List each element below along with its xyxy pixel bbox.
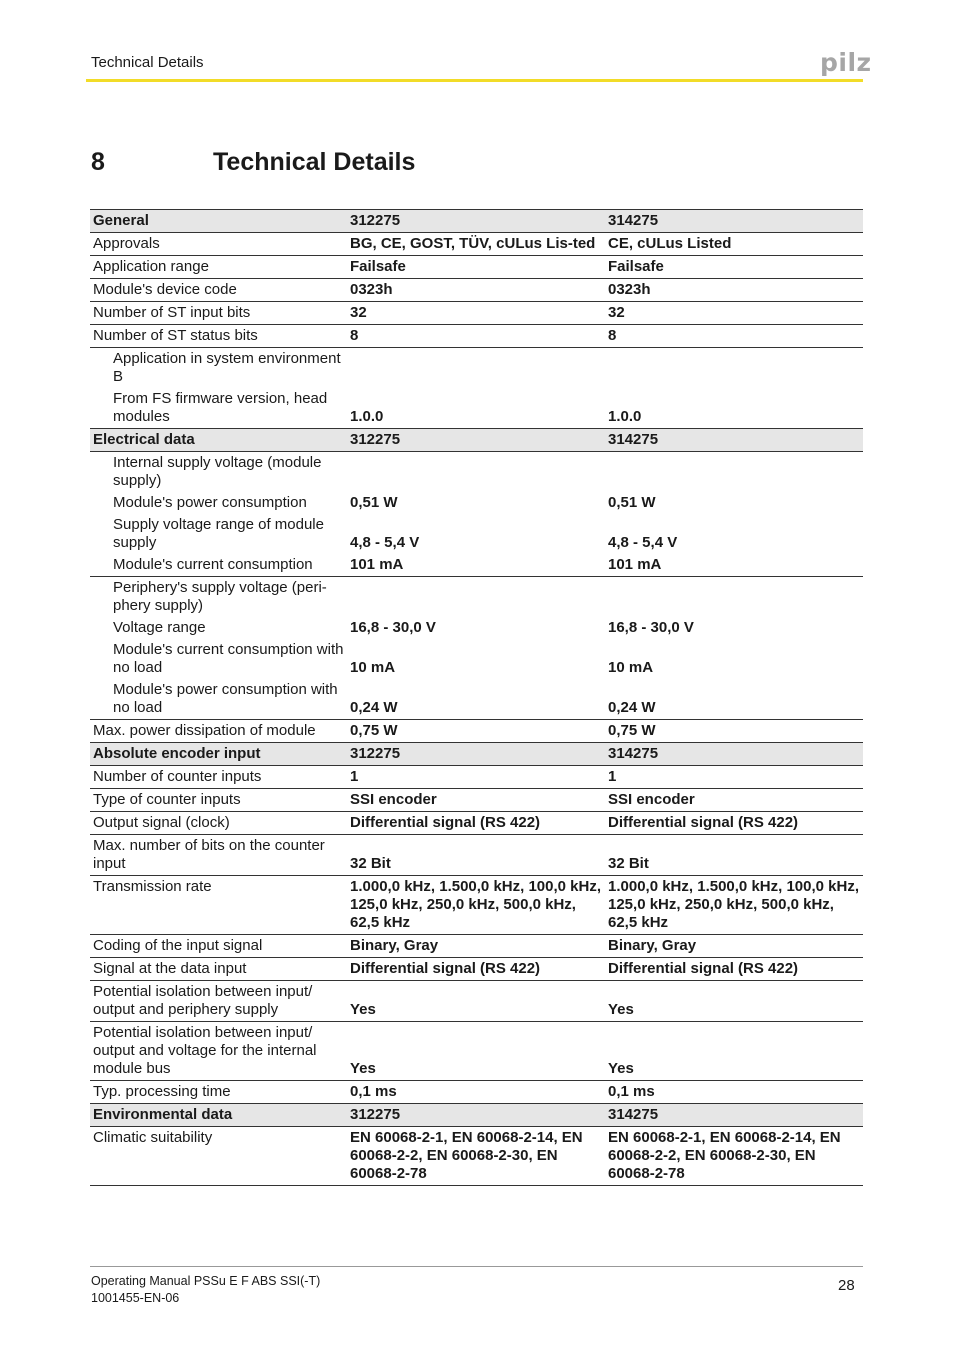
value-314275 [605, 452, 863, 493]
row-label: Electrical data [90, 429, 347, 452]
table-row [90, 279, 863, 302]
row-label: Voltage range [113, 619, 206, 636]
value-312275: Yes [347, 1022, 605, 1081]
section-number: 8 [91, 148, 105, 176]
row-label: Number of ST status bits [90, 325, 347, 348]
value-314275: 314275 [605, 210, 863, 233]
value-314275: 16,8 - 30,0 V [608, 619, 694, 636]
value-312275: 4,8 - 5,4 V [350, 534, 420, 551]
row-label: Potential isolation between input/ output and periphery supply [90, 981, 347, 1022]
value-312275: 0,1 ms [347, 1081, 605, 1104]
table-row [90, 514, 863, 554]
value-312275: BG, CE, GOST, TÜV, cULus Lis-ted [347, 233, 605, 256]
row-label: Application range [90, 256, 347, 279]
row-label: Potential isolation between input/ output and voltage for the internal module bus [90, 1022, 347, 1081]
value-314275: Differential signal (RS 422) [605, 958, 863, 981]
table-row [90, 958, 863, 981]
value-312275: 312275 [347, 210, 605, 233]
value-312275: Differential signal (RS 422) [347, 812, 605, 835]
value-312275 [347, 577, 605, 618]
row-label: Module's device code [90, 279, 347, 302]
value-314275 [605, 577, 863, 618]
value-312275: 312275 [347, 1104, 605, 1127]
table-row [90, 617, 863, 639]
running-header: Technical Details [91, 54, 204, 71]
value-312275: 0,24 W [347, 679, 605, 720]
footer-info [91, 1273, 320, 1307]
table-row [90, 1081, 863, 1104]
table-row [90, 256, 863, 279]
header-rule [86, 79, 863, 82]
value-314275: Differential signal (RS 422) [605, 812, 863, 835]
value-312275: 1.0.0 [347, 388, 605, 429]
value-314275: 314275 [605, 743, 863, 766]
row-label: Module's current consumption with no load [113, 641, 344, 676]
value-314275 [605, 348, 863, 389]
table-row [90, 348, 863, 389]
value-314275: EN 60068-2-1, EN 60068-2-14, EN 60068-2-2, EN 60068-2-30, EN 60068-2-78 [605, 1127, 863, 1186]
value-314275: 0,75 W [605, 720, 863, 743]
table-row [90, 452, 863, 493]
value-312275: 0,51 W [350, 494, 398, 511]
value-312275: 312275 [347, 429, 605, 452]
value-312275: 32 Bit [347, 835, 605, 876]
value-314275: 8 [605, 325, 863, 348]
value-312275: 8 [347, 325, 605, 348]
value-314275: Binary, Gray [605, 935, 863, 958]
value-312275: SSI encoder [347, 789, 605, 812]
value-312275: Differential signal (RS 422) [347, 958, 605, 981]
table-row [90, 492, 863, 514]
value-312275: 312275 [347, 743, 605, 766]
table-row [90, 812, 863, 835]
footer-rule [90, 1266, 863, 1267]
row-label: Number of counter inputs [90, 766, 347, 789]
table-row [90, 577, 863, 618]
table-row [90, 1022, 863, 1081]
row-label: Output signal (clock) [90, 812, 347, 835]
value-312275: Yes [347, 981, 605, 1022]
value-312275: 101 mA [347, 554, 605, 577]
table-row [90, 876, 863, 935]
section-title: Technical Details [213, 148, 416, 176]
table-row [90, 720, 863, 743]
value-314275: 1 [605, 766, 863, 789]
row-label: Approvals [90, 233, 347, 256]
table-row [90, 302, 863, 325]
row-label: Module's current consumption [90, 554, 347, 577]
table-section-header [90, 429, 863, 452]
row-label: Application in system environment B [113, 350, 341, 385]
row-label: Coding of the input signal [90, 935, 347, 958]
table-row [90, 789, 863, 812]
value-314275: 10 mA [608, 659, 654, 676]
row-label: Number of ST input bits [90, 302, 347, 325]
table-row [90, 325, 863, 348]
row-label: Max. number of bits on the counter input [90, 835, 347, 876]
value-312275: 16,8 - 30,0 V [350, 619, 436, 636]
table-row [90, 639, 863, 679]
value-314275: 0,24 W [605, 679, 863, 720]
value-312275: 0323h [347, 279, 605, 302]
value-312275: EN 60068-2-1, EN 60068-2-14, EN 60068-2-2, EN 60068-2-30, EN 60068-2-78 [347, 1127, 605, 1186]
footer-manual-title: Operating Manual PSSu E F ABS SSI(-T) [91, 1274, 321, 1288]
value-312275: 1.000,0 kHz, 1.500,0 kHz, 100,0 kHz, 125,0 kHz, 250,0 kHz, 500,0 kHz, 62,5 kHz [347, 876, 605, 935]
table-row [90, 1127, 863, 1186]
pilz-logo: pilz [820, 48, 872, 77]
value-312275: Binary, Gray [347, 935, 605, 958]
value-314275: CE, cULus Listed [605, 233, 863, 256]
value-312275 [347, 348, 605, 389]
row-label: Periphery's supply voltage (peri-phery supply) [113, 579, 327, 614]
table-row [90, 835, 863, 876]
row-label: Absolute encoder input [90, 743, 347, 766]
value-314275: 0,1 ms [605, 1081, 863, 1104]
table-row [90, 935, 863, 958]
value-314275: Yes [605, 1022, 863, 1081]
row-label: Climatic suitability [90, 1127, 347, 1186]
row-label: Max. power dissipation of module [90, 720, 347, 743]
technical-details-table [90, 209, 863, 1186]
value-314275: 1.000,0 kHz, 1.500,0 kHz, 100,0 kHz, 125,0 kHz, 250,0 kHz, 500,0 kHz, 62,5 kHz [605, 876, 863, 935]
row-label: Supply voltage range of module supply [113, 516, 324, 551]
table-section-header [90, 743, 863, 766]
table-section-header [90, 1104, 863, 1127]
table-row [90, 554, 863, 577]
row-label: From FS firmware version, head modules [90, 388, 347, 429]
row-label: Environmental data [90, 1104, 347, 1127]
value-312275: 0,75 W [347, 720, 605, 743]
table-row [90, 679, 863, 720]
value-314275: 1.0.0 [605, 388, 863, 429]
row-label: Signal at the data input [90, 958, 347, 981]
value-314275: SSI encoder [605, 789, 863, 812]
value-314275: 32 [605, 302, 863, 325]
table-row [90, 388, 863, 429]
footer-doc-number: 1001455-EN-06 [91, 1291, 180, 1305]
value-314275: 32 Bit [605, 835, 863, 876]
value-314275: Failsafe [605, 256, 863, 279]
row-label: General [90, 210, 347, 233]
table-row [90, 233, 863, 256]
row-label: Type of counter inputs [90, 789, 347, 812]
table-section-header [90, 210, 863, 233]
value-314275: 101 mA [605, 554, 863, 577]
page-number: 28 [838, 1277, 855, 1294]
value-312275: 32 [347, 302, 605, 325]
row-label: Internal supply voltage (module supply) [113, 454, 322, 489]
value-314275: 0323h [605, 279, 863, 302]
value-312275 [347, 452, 605, 493]
row-label: Transmission rate [90, 876, 347, 935]
row-label: Module's power consumption with no load [90, 679, 347, 720]
table-row [90, 981, 863, 1022]
value-314275: 314275 [605, 429, 863, 452]
table-row [90, 766, 863, 789]
value-312275: 1 [347, 766, 605, 789]
value-314275: 314275 [605, 1104, 863, 1127]
row-label: Module's power consumption [113, 494, 307, 511]
value-314275: Yes [605, 981, 863, 1022]
value-314275: 4,8 - 5,4 V [608, 534, 678, 551]
row-label: Typ. processing time [90, 1081, 347, 1104]
value-314275: 0,51 W [608, 494, 656, 511]
value-312275: Failsafe [347, 256, 605, 279]
value-312275: 10 mA [350, 659, 396, 676]
